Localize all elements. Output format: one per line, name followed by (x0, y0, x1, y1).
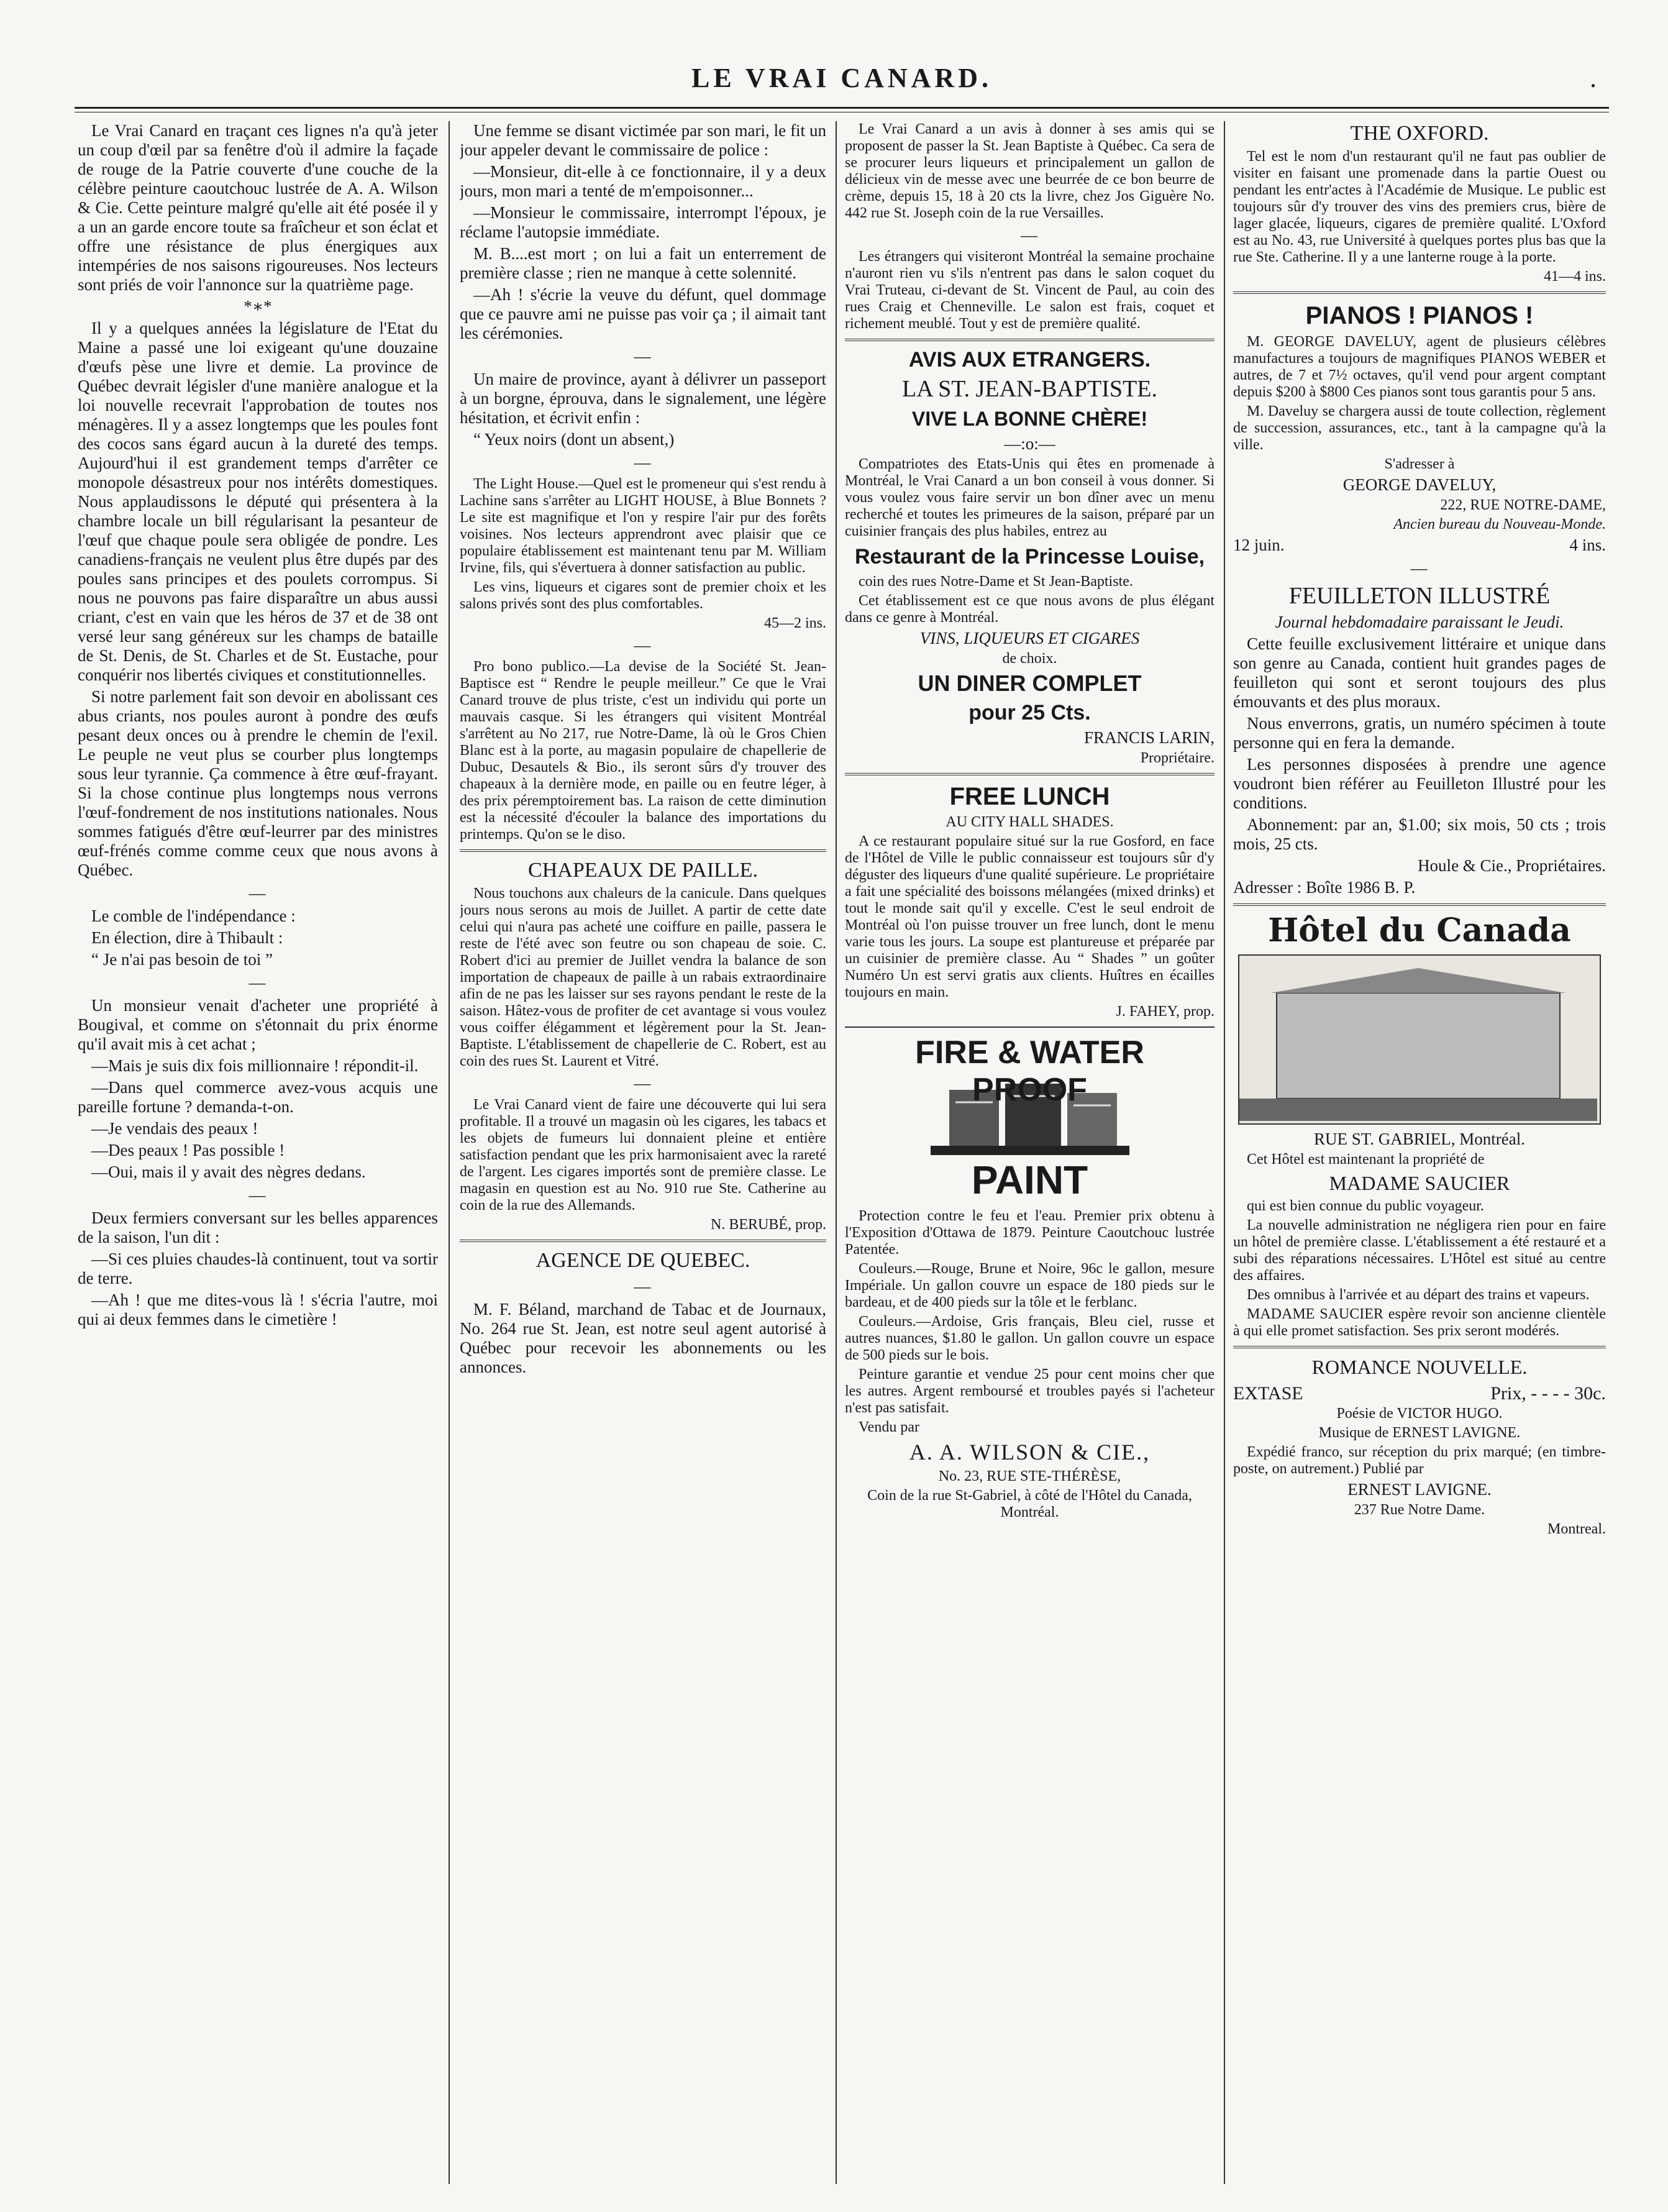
ad-wilson-coin: Coin de la rue St-Gabriel, à côté de l'Hôtel du Canada, Montréal. (867, 1488, 1192, 1520)
article-eggs-cont: Si notre parlement fait son devoir en abolissant ces abus criants, nos poules auront à pondre des œufs pesant deux onces ou à prendre le chemin de l'exil. Le peuple ne veut plus se courber plus longtemps sous leur tyrannie. Ça commence à être œuf-frayant. Si la chose continue plus longtemps nous verrons l'œuf-fondrement de nos institutions nationales. Nous sommes fatigués d'être œuf-leurrer par des ministres œuf-frénés comme comme ceux que nous avons à Québec. (78, 687, 438, 879)
separator: — (1021, 226, 1039, 244)
sig-fahey: J. FAHEY, prop. (1116, 1003, 1215, 1020)
romance-poesie: Poésie de VICTOR HUGO. (1336, 1405, 1503, 1422)
ad-feuilleton-1: Cette feuille exclusivement littéraire et unique dans son genre au Canada, contient huit grandes pages de feuilleton qui sont et seront toujours des plus émouvants et des plus moraux. (1233, 634, 1606, 711)
column-4 (1233, 121, 1606, 2190)
ad-free-lunch: A ce restaurant populaire situé sur la rue Gosford, en face de l'Hôtel de Ville le public connaisseur est toujours sûr d'y déguster des liqueurs d'une qualité supérieure. Le propriétaire a fait une spécialité des boissons mélangées (mixed drinks) et tout le monde sait qu'il y excelle. C'est le seul endroit de Montréal où l'on puisse trouver un free lunch, dont le menu varie tous les jours. La soupe est plantureuse et préparée par un cuisinier de première classe. Au “ Shades ” un goûter Numéro Un est servi gratis aux clients. Huîtres en écailles toujours en main. (845, 833, 1215, 1000)
separator-o: —:o:— (1004, 434, 1055, 453)
heading-city-hall: AU CITY HALL SHADES. (946, 814, 1114, 830)
joke-independence-2: En élection, dire à Thibault : (91, 928, 283, 947)
heading-romance: ROMANCE NOUVELLE. (1311, 1356, 1528, 1378)
ad-hotel-4: Des omnibus à l'arrivée et au départ des trains et vapeurs. (1247, 1287, 1590, 1303)
rule (1233, 291, 1606, 294)
ad-feuilleton-address: Adresser : Boîte 1986 B. P. (1233, 878, 1416, 897)
sig-lavigne: ERNEST LAVIGNE. (1347, 1480, 1492, 1499)
ad-light-house-2: Les vins, liqueurs et cigares sont de premier choix et les salons privés sont des plus comfortables. (460, 579, 826, 612)
heading-rue-gabriel: RUE ST. GABRIEL, Montréal. (1314, 1130, 1525, 1148)
rule (845, 339, 1215, 341)
joke-bougival: Un monsieur venait d'acheter une propriété à Bougival, et comme on s'étonnait du prix énorme qu'il avait mis à cet achat ; (78, 996, 438, 1053)
rule (845, 773, 1215, 775)
joke-mayor: Un maire de province, ayant à délivrer un passeport à un borgne, éprouva, dans le signalement, une légère hésitation, et écrivit enfin : (460, 370, 826, 427)
hotel-engraving (1238, 954, 1601, 1125)
heading-st-jean: LA ST. JEAN-BAPTISTE. (902, 376, 1157, 402)
paint-logo-top: FIRE & WATER PROOF (915, 1035, 1144, 1108)
joke-bougival-3: —Dans quel commerce avez-vous acquis une pareille fortune ? demanda-t-on. (78, 1078, 438, 1116)
ad-hotel-3: La nouvelle administration ne négligera rien pour en faire un hôtel de première classe. L'établissement a été restauré et a subi des réparations nécessaires. L'Hôtel est situé au centre des affaires. (1233, 1217, 1606, 1284)
ad-truteau: Les étrangers qui visiteront Montréal la semaine prochaine n'auront rien vu s'ils n'entrent pas dans le salon coquet du Vrai Truteau, ci-devant de St. Vincent de Paul, au coin des rues Craig et Chenneville. Le salon est frais, coquet et richement meublé. Tout y est de première qualité. (845, 249, 1215, 332)
heading-pianos: PIANOS ! PIANOS ! (1305, 302, 1534, 329)
sig-daveluy: GEORGE DAVELUY, (1342, 475, 1497, 494)
column-rule-1 (449, 121, 450, 2184)
separator: — (634, 636, 652, 654)
ad-princesse-vins: VINS, LIQUEURS ET CIGARES (919, 629, 1140, 647)
joke-wife-4: M. B....est mort ; on lui a fait un enterrement de première classe ; rien ne manque à cette solennité. (460, 244, 826, 282)
ad-pianos: M. GEORGE DAVELUY, agent de plusieurs célèbres manufactures a toujours de magnifiques PIANOS WEBER et autres, de 7 et 7½ octaves, qu'il vend pour argent comptant depuis $200 à $800 Ces pianos sont tous garantis pour 5 ans. (1233, 334, 1606, 400)
rule (1233, 903, 1606, 906)
joke-bougival-5: —Des peaux ! Pas possible ! (91, 1141, 285, 1159)
ad-paint-1: Protection contre le feu et l'eau. Premier prix obtenu à l'Exposition d'Ottawa de 1879. Peinture Caoutchouc lustrée Patentée. (845, 1208, 1215, 1258)
paint-logo-bottom: PAINT (971, 1158, 1088, 1202)
joke-wife-5: —Ah ! s'écrie la veuve du défunt, quel dommage que ce pauvre ami ne puisse pas voir ça ; il aimait tant les cérémonies. (460, 285, 826, 342)
sig-larin: FRANCIS LARIN, (1083, 728, 1215, 747)
ad-agence: M. F. Béland, marchand de Tabac et de Journaux, No. 264 rue St. Jean, est notre seul agent autorisé à Québec pour recevoir les abonnements ou les annonces. (460, 1300, 826, 1376)
rule (460, 1240, 826, 1242)
ad-chapeaux: Nous touchons aux chaleurs de la canicule. Dans quelques jours nous serons au mois de Juillet. A partir de cette date celui qui n'aura pas acheté une coiffure en paille, passera le reste de l'été avec son feutre ou son chapeau de soie. C. Robert d'ici au premier de Juillet vendra la balance de son importation de chapeaux de paille à un rabais extraordinaire afin de ne pas les laisser sur ses rayons pendant le reste de la saison. Hâtez-vous de profiter de cet avantage si vous voulez vous coiffer élégamment et légèrement pour la St. Jean-Baptiste. L'établissement de chapellerie de C. Robert, est au coin des rues St. Laurent et Vitré. (460, 885, 826, 1069)
romance-musique: Musique de ERNEST LAVIGNE. (1318, 1425, 1521, 1441)
sig-houle: Houle & Cie., Propriétaires. (1418, 856, 1606, 875)
separator: — (634, 1074, 652, 1092)
masthead (75, 62, 1609, 106)
heading-princesse-louise: Restaurant de la Princesse Louise, (854, 545, 1205, 569)
paint-logo (868, 1034, 1192, 1202)
joke-farmers: Deux fermiers conversant sur les belles apparences de la saison, l'un dit : (78, 1209, 438, 1246)
ad-compatriotes: Compatriotes des Etats-Unis qui êtes en promenade à Montréal, le Vrai Canard a un bon conseil à vous donner. Si vous voulez vous faire servir un bon dîner avec un menu recherché et toutes les primeures de la saison, préparé par un cuisinier français des plus habiles, entrez au (845, 456, 1215, 539)
separator: — (248, 1186, 267, 1204)
ad-paint-3: Couleurs.—Ardoise, Gris français, Bleu ciel, russe et autres nuances, $1.80 le gallon. Un gallon couvre un espace de 500 pieds sur le bois. (845, 1314, 1215, 1363)
heading-wilson: A. A. WILSON & CIE., (909, 1440, 1151, 1465)
sig-larin-title: Propriétaire. (1140, 750, 1215, 766)
romance-price-value: Prix, - - - - 30c. (1490, 1383, 1606, 1404)
heading-oxford: THE OXFORD. (1350, 122, 1489, 145)
ad-princesse-address: coin des rues Notre-Dame et St Jean-Baptiste. (859, 574, 1133, 590)
ad-oxford-ref: 41—4 ins. (1543, 268, 1606, 285)
ad-giguere: Le Vrai Canard a un avis à donner à ses amis qui se proposent de passer la St. Jean Baptiste à Québec. Ca sera de se procurer leurs liqueurs et principalement un gallon de délicieux vin de messe avec une beurrée de ce bon beurre de crème, depuis 15, 18 à 20 cts la livre, chez Jos Giguère No. 442 rue St. Joseph coin de la rue Versailles. (845, 121, 1215, 221)
separator: — (1410, 559, 1429, 577)
masthead-mark: . (1590, 63, 1597, 93)
joke-independence-1: Le comble de l'indépendance : (91, 907, 296, 925)
ad-hotel-1: Cet Hôtel est maintenant la propriété de (1247, 1151, 1485, 1168)
joke-farmers-2: —Si ces pluies chaudes-là continuent, tout va sortir de terre. (78, 1250, 438, 1287)
column-2 (460, 121, 826, 2190)
rule (1233, 1346, 1606, 1348)
ad-pro-bono: Pro bono publico.—La devise de la Société St. Jean-Baptisce est “ Rendre le peuple meilleur.” Ce que le Vrai Canard trouve de plus triste, c'est un individu qui porte un mauvais casque. Si les étrangers qui visitent Montréal s'arrêtent au No 217, rue Notre-Dame, là où le Gros Chien Blanc est à la porte, au magasin populaire de chapellerie de Dubuc, Desautels & Bio., ils seront sûrs d'y trouver des chapeaux à la dernière mode, en paille ou en feutre léger, à des prix péremptoirement bas. La raison de cette diminution est la nécessité d'écouler la balance des importations du printemps. Qu'on se le diso. (460, 659, 826, 843)
heading-feuilleton: FEUILLETON ILLUSTRÉ (1288, 583, 1551, 609)
joke-wife-2: —Monsieur, dit-elle à ce fonctionnaire, il y a deux jours, mon mari a tenté de m'empoisonner... (460, 162, 826, 200)
heading-agence: AGENCE DE QUEBEC. (535, 1249, 750, 1272)
hotel-building-icon (1239, 956, 1597, 1121)
newspaper-title: LE VRAI CANARD. (691, 63, 992, 93)
column-3 (845, 121, 1215, 2190)
ad-hotel-5: MADAME SAUCIER espère revoir son ancienne clientèle à qui elle promet satisfaction. Ses prix seront modérés. (1233, 1306, 1606, 1339)
separator: — (248, 884, 267, 902)
ad-cigares: Le Vrai Canard vient de faire une découverte qui lui sera profitable. Il a trouvé un magasin où les cigares, les tabacs et les objets de fumeurs lui donnaient pleine et entière satisfaction pendant que les prix harmonisaient avec la rareté de l'argent. Les cigares importés sont de première classe. Le magasin en question est au No. 910 rue Ste. Catherine au coin de la rue des Allemands. (460, 1097, 826, 1213)
ad-cigares-sig: N. BERUBÉ, prop. (711, 1217, 826, 1233)
ad-wilson-address: No. 23, RUE STE-THÉRÈSE, (938, 1468, 1121, 1484)
ad-date: 12 juin. (1233, 536, 1285, 554)
joke-wife: Une femme se disant victimée par son mari, le fit un jour appeler devant le commissaire de police : (460, 121, 826, 159)
ad-light-house-ref: 45—2 ins. (763, 615, 826, 631)
ad-daveluy-bureau: Ancien bureau du Nouveau-Monde. (1393, 516, 1606, 532)
ad-princesse-desc: Cet établissement est ce que nous avons de plus élégant dans ce genre à Montréal. (845, 593, 1215, 626)
ad-light-house: The Light House.—Quel est le promeneur qui s'est rendu à Lachine sans s'arrêter au LIGHT HOUSE, à Blue Bonnets ? Le site est magnifique et l'on y respire l'air pur des forêts voisines. Nos lecteurs apprendront avec plaisir que ce populaire établissement est maintenant tenu par M. William Irvine, fils, qui s'évertuera à donner satisfaction au public. (460, 476, 826, 576)
ad-paint-2: Couleurs.—Rouge, Brune et Noire, 96c le gallon, mesure Impériale. Un gallon couvre un espace de 180 pieds sur le bardeau, et de 400 pieds sur la tôle et le ferblanc. (845, 1261, 1215, 1310)
joke-wife-3: —Monsieur le commissaire, interrompt l'époux, je réclame l'autopsie immédiate. (460, 203, 826, 241)
romance-address: 237 Rue Notre Dame. (1354, 1502, 1485, 1518)
heading-feuilleton-sub: Journal hebdomadaire paraissant le Jeudi. (1275, 613, 1564, 631)
separator: — (634, 1277, 652, 1296)
ad-paint-5: Vendu par (859, 1419, 919, 1435)
separator: — (634, 347, 652, 365)
heading-bonne-chere: VIVE LA BONNE CHÈRE! (911, 408, 1148, 430)
ad-princesse-choix: de choix. (1002, 651, 1057, 667)
column-1 (78, 121, 438, 2190)
ad-oxford: Tel est le nom d'un restaurant qu'il ne faut pas oublier de visiter en faisant une promenade dans la partie Ouest ou pendant les entr'actes à l'Académie de Musique. Le public est toujours sûr d'y trouver des vins des premiers crus, bière de lager glacée, liqueurs, cigares de première qualité. L'Oxford est au No. 43, rue Université à quelques portes plus bas que la rue Ste. Catherine. Il y a une lanterne rouge à la porte. (1233, 149, 1606, 265)
ad-feuilleton-3: Les personnes disposées à prendre une agence voudront bien référer au Feuilleton Illustré pour les conditions. (1233, 755, 1606, 812)
article-wilson-paint: Le Vrai Canard en traçant ces lignes n'a qu'à jeter un coup d'œil par sa fenêtre d'où il admire la façade de rouge de la Patrie couverte d'une couche de la célèbre peinture caoutchouc lustrée de A. A. Wilson & Cie. Cette peinture malgré qu'elle ait été posée il y a un an garde encore toute sa fraîcheur et son éclat et offre une résistance de plus énergiques aux intempéries de nos saisons rigoureuses. Nos lecteurs sont priés de voir l'annonce sur la quatrième page. (78, 121, 438, 294)
ad-daveluy-footer (1233, 536, 1606, 555)
asterism: *∗* (244, 297, 272, 316)
ad-feuilleton-4: Abonnement: par an, $1.00; six mois, 50 cts ; trois mois, 25 cts. (1233, 815, 1606, 853)
joke-bougival-4: —Je vendais des peaux ! (91, 1119, 258, 1138)
column-rule-3 (1224, 121, 1225, 2184)
romance-price (1233, 1382, 1606, 1405)
heading-25cts: pour 25 Cts. (968, 701, 1091, 724)
ad-pianos-2: M. Daveluy se chargera aussi de toute collection, règlement de succession, assurances, etc., tant à la campagne qu'à la ville. (1233, 403, 1606, 453)
heading-free-lunch: FREE LUNCH (949, 783, 1110, 810)
separator: — (634, 453, 652, 472)
ad-pianos-3: S'adresser à (1384, 456, 1455, 472)
joke-bougival-6: —Oui, mais il y avait des nègres dedans. (91, 1163, 366, 1181)
rule (460, 849, 826, 852)
joke-farmers-3: —Ah ! que me dites-vous là ! s'écria l'autre, moi qui ai deux femmes dans le cimetière ! (78, 1291, 438, 1328)
joke-bougival-2: —Mais je suis dix fois millionnaire ! répondit-il. (91, 1056, 419, 1075)
heading-diner: UN DINER COMPLET (918, 670, 1142, 696)
heading-avis: AVIS AUX ETRANGERS. (908, 348, 1151, 372)
separator: — (248, 973, 267, 992)
column-rule-2 (836, 121, 837, 2184)
heading-chapeaux: CHAPEAUX DE PAILLE. (528, 859, 758, 882)
ad-ref: 4 ins. (1569, 536, 1606, 554)
ad-feuilleton-2: Nous enverrons, gratis, un numéro spécimen à toute personne qui en fera la demande. (1233, 714, 1606, 752)
ad-daveluy-address: 222, RUE NOTRE-DAME, (1440, 497, 1606, 513)
heading-saucier: MADAME SAUCIER (1329, 1172, 1510, 1194)
joke-mayor-2: “ Yeux noirs (dont un absent,) (473, 430, 675, 449)
ad-paint-4: Peinture garantie et vendue 25 pour cent moins cher que les autres. Argent remboursé et troubles payés si l'acheteur n'est pas satisfait. (845, 1366, 1215, 1416)
romance-title: EXTASE (1233, 1383, 1303, 1404)
ad-hotel-2: qui est bien connue du public voyageur. (1247, 1198, 1484, 1214)
article-eggs: Il y a quelques années la législature de l'Etat du Maine a passé une loi exigeant qu'une douzaine d'œufs pèse une livre et demie. La province de Québec devrait législer d'une manière analogue et la loi nouvelle recevrait l'approbation de toutes nos ménagères. Il y a assez longtemps que les poules font des cocos sans égard aucun à la dureté des temps. Aujourd'hui il est grandement temps d'arrêter ce monopole désastreux pour nos intérêts domestiques. Nous applaudissons le député qui présentera à la chambre locale un bill régularisant la pesanteur de l'œuf que chaque poule sera obligée de pondre. Les canadiens-français ne veulent plus être dupés par des poules sans principes et des poulets corrompus. Si nous ne pouvons pas faire disparaître un abus aussi criant, c'est en vain que les héros de 37 et de 38 ont versé leur sang généreux sur les champs de bataille de St. Denis, de St. Charles et de St. Eustache, pour conquérir nos libertés civiques et constitutionnelles. (78, 319, 438, 684)
romance-expedie: Expédié franco, sur réception du prix marqué; (en timbre-poste, on autrement.) Publié par (1233, 1444, 1606, 1477)
joke-independence-3: “ Je n'ai pas besoin de toi ” (91, 950, 273, 969)
romance-city: Montreal. (1547, 1521, 1606, 1537)
rule (845, 1026, 1215, 1028)
top-rule (75, 107, 1609, 109)
heading-hotel: Hôtel du Canada (1268, 912, 1571, 949)
